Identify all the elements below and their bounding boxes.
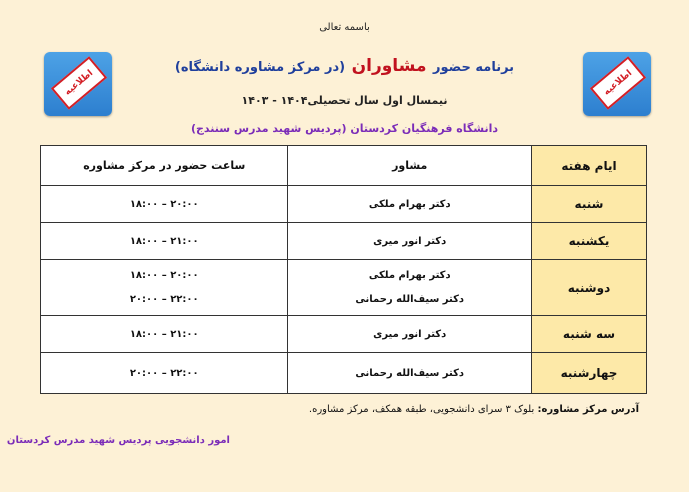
day-cell: چهارشنبه: [531, 353, 646, 394]
table-row: [41, 260, 647, 316]
title-suffix: (در مرکز مشاوره دانشگاه): [174, 60, 346, 75]
time-cell: ۱۸:۰۰ – ۲۰:۰۰: [41, 186, 288, 223]
header-advisor: مشاور: [288, 146, 532, 186]
day-cell: یکشنبه: [531, 223, 646, 260]
day-cell: دوشنبه: [531, 260, 646, 316]
advisor-cell: دکتر سیف‌الله رحمانی: [288, 353, 532, 394]
footer-signature: امور دانشجویی پردیس شهید مدرس کردستان: [6, 435, 230, 446]
table-row: [41, 316, 647, 353]
header-time: ساعت حضور در مرکز مشاوره: [41, 146, 288, 186]
time-cell: ۱۸:۰۰ – ۲۱:۰۰: [41, 316, 288, 353]
notice-stamp-icon: اطلاعیه: [51, 56, 107, 110]
advisor-line: دکتر بهرام ملکی: [368, 269, 451, 281]
address-line: [309, 404, 639, 415]
advisor-line: دکتر سیف‌الله رحمانی: [355, 293, 465, 305]
notice-stamp-icon: اطلاعیه: [590, 56, 646, 110]
header-day: ایام هفته: [531, 146, 646, 186]
page-title: [0, 56, 689, 76]
schedule-table: [40, 145, 647, 394]
day-cell: سه شنبه: [531, 316, 646, 353]
advisor-cell: دکتر بهرام ملکی: [288, 186, 532, 223]
title-highlight: مشاوران: [351, 56, 427, 76]
semester-line: نیمسال اول سال تحصیلی۱۴۰۴ - ۱۴۰۳: [241, 94, 448, 107]
advisor-cell: دکتر انور میری: [288, 223, 532, 260]
address-label: آدرس مرکز مشاوره:: [537, 404, 639, 415]
advisor-cell: [288, 260, 532, 316]
time-line: ۲۰:۰۰ – ۲۲:۰۰: [129, 293, 199, 305]
table-row: [41, 223, 647, 260]
bismillah: باسمه تعالی: [319, 22, 370, 33]
time-line: ۱۸:۰۰ – ۲۰:۰۰: [129, 269, 199, 281]
table-row: [41, 353, 647, 394]
address-text: بلوک ۳ سرای دانشجویی، طبقه همکف، مرکز مشاوره.: [308, 404, 535, 415]
table-row: [41, 186, 647, 223]
university-line: دانشگاه فرهنگیان کردستان (پردیس شهید مدرس سنندج): [190, 122, 499, 135]
table-header-row: [41, 146, 647, 186]
title-prefix: برنامه حضور: [433, 60, 515, 75]
time-cell: ۲۰:۰۰ – ۲۲:۰۰: [41, 353, 288, 394]
day-cell: شنبه: [531, 186, 646, 223]
time-cell: [41, 260, 288, 316]
advisor-cell: دکتر انور میری: [288, 316, 532, 353]
time-cell: ۱۸:۰۰ – ۲۱:۰۰: [41, 223, 288, 260]
